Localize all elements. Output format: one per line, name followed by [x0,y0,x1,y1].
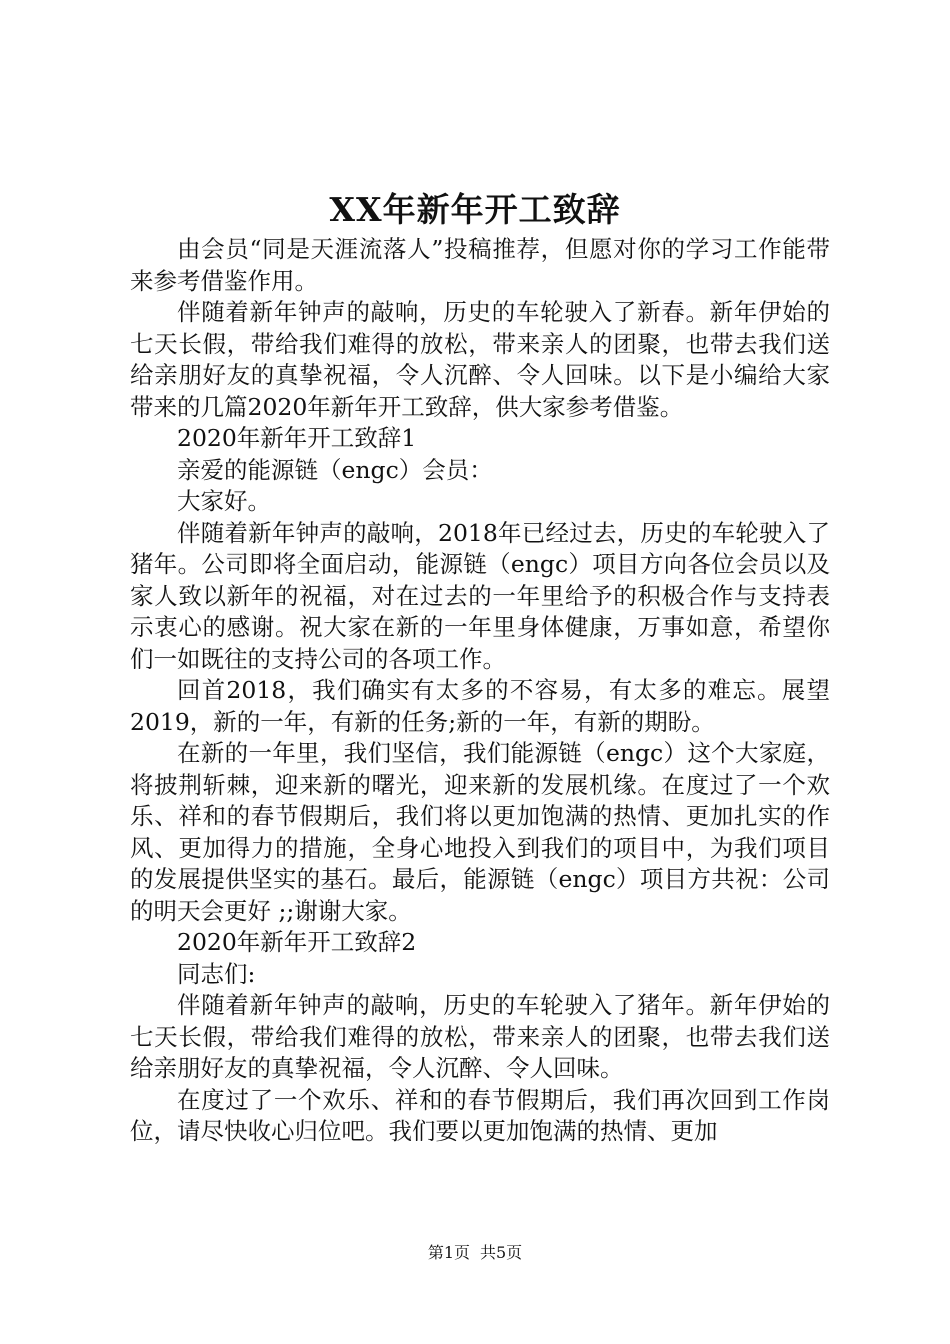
page-footer [0,1241,950,1265]
paragraph-intro: 由会员“同是天涯流落人”投稿推荐，但愿对你的学习工作能带来参考借鉴作用。 [130,235,830,295]
section-heading-1: 2020年新年开工致辞1 [177,424,417,452]
document-title: XX年新年开工致辞 [329,190,621,229]
section-heading-2: 2020年新年开工致辞2 [177,928,417,956]
paragraph-speech1-2: 回首2018，我们确实有太多的不容易，有太多的难忘。展望2019，新的一年，有新的任务;新的一年，有新的期盼。 [130,676,830,736]
page-number: 第1页 [427,1243,470,1262]
greeting-1: 大家好。 [177,487,271,515]
salutation-1: 亲爱的能源链（engc）会员： [177,455,493,484]
paragraph-speech1-3: 在新的一年里，我们坚信，我们能源链（engc）这个大家庭，将披荆斩棘，迎来新的曙光，迎来新的发展机缘。在度过了一个欢乐、祥和的春节假期后，我们将以更加饱满的热情、更加扎实的作风、更加得力的措施，全身心地投入到我们的项目中，为我们项目的发展提供坚实的基石。最后，能源链（engc）项目方共祝：公司的明天会更好 ;;谢谢大家。 [130,739,830,925]
paragraph-speech2-1: 伴随着新年钟声的敲响，历史的车轮驶入了猪年。新年伊始的七天长假，带给我们难得的放松，带来亲人的团聚，也带去我们送给亲朋好友的真挚祝福，令人沉醉、令人回味。 [130,991,830,1082]
paragraph-preface: 伴随着新年钟声的敲响，历史的车轮驶入了新春。新年伊始的七天长假，带给我们难得的放松，带来亲人的团聚，也带去我们送给亲朋好友的真挚祝福，令人沉醉、令人回味。以下是小编给大家带来的几篇2020年新年开工致辞，供大家参考借鉴。 [130,298,830,421]
document-body [130,234,830,1148]
salutation-2: 同志们: [177,959,256,988]
paragraph-speech1-1: 伴随着新年钟声的敲响，2018年已经过去，历史的车轮驶入了猪年。公司即将全面启动，能源链（engc）项目方向各位会员以及家人致以新年的祝福，对在过去的一年里给予的积极合作与支持表示衷心的感谢。祝大家在新的一年里身体健康，万事如意，希望你们一如既往的支持公司的各项工作。 [130,518,830,673]
paragraph-speech2-2: 在度过了一个欢乐、祥和的春节假期后，我们再次回到工作岗位，请尽快收心归位吧。我们要以更加饱满的热情、更加 [130,1085,830,1145]
page-total: 共5页 [480,1243,523,1262]
